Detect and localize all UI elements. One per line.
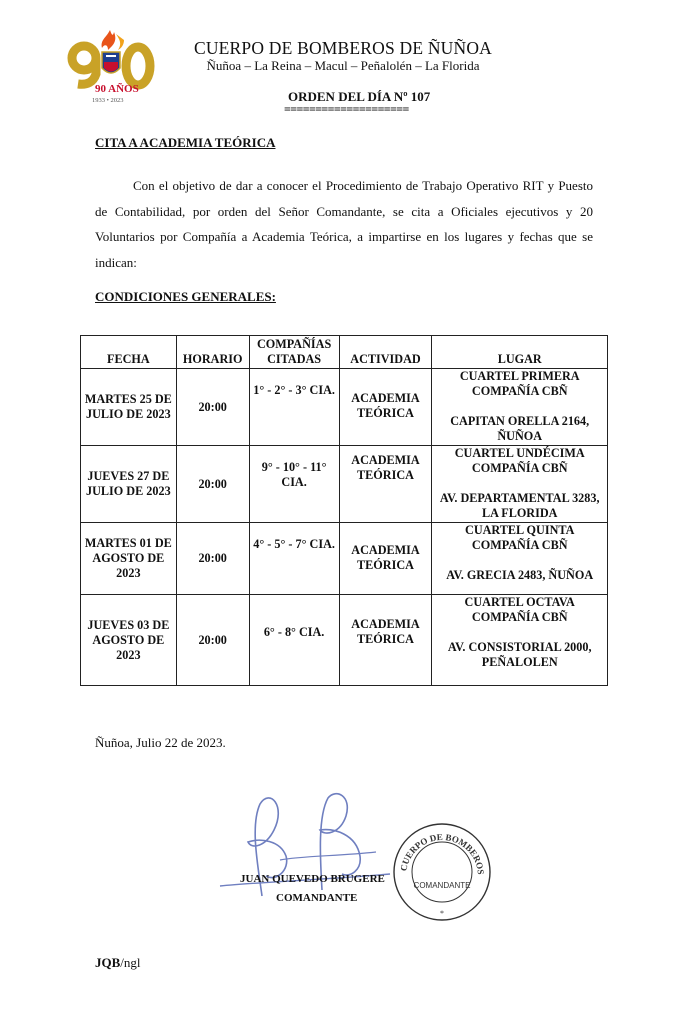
cell-companias: 6° - 8° CIA. [249,595,339,686]
cell-lugar [432,369,608,446]
cell-actividad: ACADEMIA TEÓRICA [339,595,432,686]
cell-fecha: MARTES 01 DE AGOSTO DE 2023 [81,523,177,595]
table-header-row [81,336,608,369]
cell-lugar [432,595,608,686]
signature-icon [200,786,400,906]
table-row [81,446,608,523]
column-header-horario: HORARIO [176,336,249,369]
column-header-lugar: LUGAR [432,336,608,369]
cell-actividad: ACADEMIA TEÓRICA [339,523,432,595]
seal-text-top: CUERPO DE BOMBEROS [398,831,487,875]
organization-communes: Ñuñoa – La Reina – Macul – Peñalolén – La Florida [206,58,480,73]
table-row [81,523,608,595]
signer-role: COMANDANTE [276,892,358,904]
cell-companias: 9° - 10° - 11° CIA. [249,446,339,523]
schedule-table [80,335,608,686]
cell-fecha: MARTES 25 DE JULIO DE 2023 [81,369,177,446]
cell-horario: 20:00 [176,523,249,595]
cell-horario: 20:00 [176,595,249,686]
initials-rest: /ngl [120,955,141,970]
lugar-direccion: AV. DEPARTAMENTAL 3283, LA FLORIDA [439,491,600,520]
lugar-nombre: CUARTEL OCTAVA COMPAÑÍA CBÑ [464,595,575,624]
cell-lugar [432,523,608,595]
lugar-nombre: CUARTEL QUINTA COMPAÑÍA CBÑ [465,523,575,552]
cell-fecha: JUEVES 03 DE AGOSTO DE 2023 [81,595,177,686]
column-header-fecha: FECHA [81,336,177,369]
organization-name: CUERPO DE BOMBEROS DE ÑUÑOA [193,38,493,58]
section-title-condiciones: CONDICIONES GENERALES: [95,289,276,304]
svg-text:*: * [440,909,444,918]
cell-companias: 1° - 2° - 3° CIA. [249,369,339,446]
cell-lugar [432,446,608,523]
cell-actividad: ACADEMIA TEÓRICA [339,369,432,446]
cell-actividad: ACADEMIA TEÓRICA [339,446,432,523]
seal-icon [390,820,494,924]
table-row [81,595,608,686]
lugar-nombre: CUARTEL PRIMERA COMPAÑÍA CBÑ [459,369,580,398]
cell-horario: 20:00 [176,369,249,446]
table-row [81,369,608,446]
signer-name: JUAN QUEVEDO BRUGERE [240,873,385,885]
lugar-direccion: AV. CONSISTORIAL 2000, PEÑALOLEN [447,640,592,669]
order-title-rule: ==================== [284,102,409,116]
lugar-direccion: CAPITAN ORELLA 2164, ÑUÑOA [450,414,590,443]
cell-fecha: JUEVES 27 DE JULIO DE 2023 [81,446,177,523]
cell-horario: 20:00 [176,446,249,523]
section-title-academia: CITA A ACADEMIA TEÓRICA [95,135,276,150]
lugar-nombre: CUARTEL UNDÉCIMA COMPAÑÍA CBÑ [454,446,585,475]
body-paragraph-text: Con el objetivo de dar a conocer el Procedimiento de Trabajo Operativo RIT y Puesto de Contabilidad, por orden del Señor Comandante, se cita a Oficiales ejecutivos y 20 Voluntarios por Compañía a Academia Teórica, a impartirse en los lugares y fechas que se indican: [95,178,593,270]
date-line: Ñuñoa, Julio 22 de 2023. [95,735,226,750]
order-title: ORDEN DEL DÍA Nº 107 [288,89,431,104]
column-header-companias: COMPAÑÍAS CITADAS [249,336,339,369]
cell-companias: 4° - 5° - 7° CIA. [249,523,339,595]
lugar-direccion: AV. GRECIA 2483, ÑUÑOA [446,568,594,582]
seal-text-center: COMANDANTE [413,881,471,890]
reference-initials [95,955,141,971]
logo-anos-text: 90 AÑOS [95,83,139,95]
logo-icon [62,28,158,104]
body-paragraph [95,173,593,275]
initials-bold: JQB [95,955,121,970]
logo-years-text: 1933 • 2023 [92,97,124,104]
column-header-actividad: ACTIVIDAD [339,336,432,369]
